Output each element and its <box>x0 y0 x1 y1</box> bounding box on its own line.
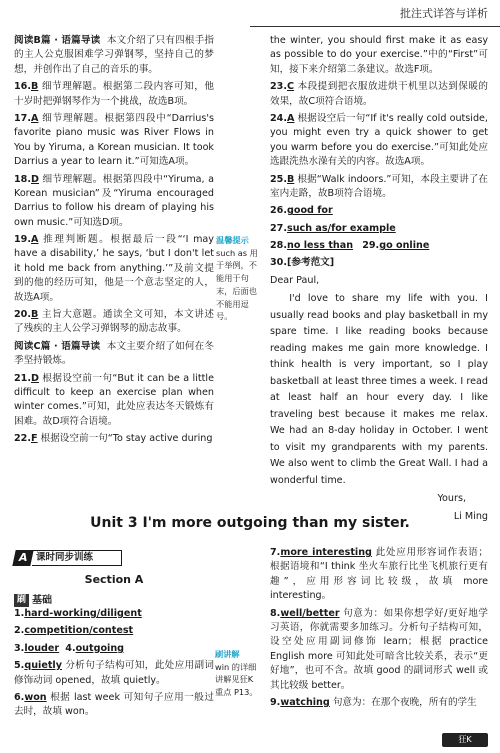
badge-letter: A <box>12 550 33 566</box>
basics-label <box>14 593 52 608</box>
reading-b-intro: 阅读B篇 · 语篇导读 本文介绍了只有四根手指的主人公克服困难学习弹钢琴，坚持自己的梦想，并创作出了自己的音乐的事。 <box>14 35 215 75</box>
explain-text: win 的详细讲解见狂K重点 P13。 <box>215 661 258 698</box>
unit-title: Unit 3 I'm more outgoing than my sister. <box>90 515 410 531</box>
exercise-9: 9.watching 句意为：在那个夜晚，所有的学生 <box>270 696 477 708</box>
essay-closing: Yours, <box>437 493 466 505</box>
exercise-answers-right <box>270 546 488 713</box>
essay-greeting: Dear Paul, <box>270 274 320 286</box>
left-column <box>14 34 214 450</box>
section-title: Section A <box>84 573 144 586</box>
exercise-3-4: 3.louder 4.outgoing <box>14 642 125 654</box>
exercise-answers-left <box>14 607 214 723</box>
brand-logo: 狂K <box>442 733 488 747</box>
answer-27: 27.such as/for example <box>270 222 396 234</box>
badge-text: 课时同步训练 <box>32 550 122 566</box>
answer-16: 16.B 细节理解题。根据第二段内容可知，他十岁时把弹钢琴作为一个挑战，故选B项。 <box>14 81 215 107</box>
basics-box: 刷 <box>14 594 29 608</box>
exercise-2: 2.competition/contest <box>14 625 134 637</box>
answer-22-continued: the winter, you should first make it as easy as possible to do your exercise.”中的“First”可知，接下来介绍第二条建议。故选F项。 <box>270 35 488 75</box>
answer-26: 26.good for <box>270 205 333 217</box>
essay-header: 30.[参考范文] <box>270 257 335 269</box>
answer-21: 21.D 根据设空前一句“But it can be a little difficult to keep an exercise plan when winter comes.”可知，此处应表达冬天锻炼有困难。故D项符合语境。 <box>14 372 214 427</box>
right-column <box>270 34 488 527</box>
essay-signature: Li Ming <box>453 510 488 522</box>
section-badge <box>14 550 122 566</box>
essay-body: I'd love to share my life with you. I usually read books and play basketball in my spare time. I like reading books because reading makes me gain more knowledge. I think health is very important, so I play basketball at least three times a week. I read at least half an hour every day. I like traveling best because it makes me relax. We had an 8-day holiday in October. I went to visit my grandparents with my parents. We also went to climb the Great Wall. I had a wonderful time. <box>270 293 488 486</box>
header-divider <box>250 26 500 27</box>
basics-text: 基础 <box>32 595 53 606</box>
exercise-8: 8.well/better 句意为：如果你想学好/更好地学习英语，你就需要多加练习。分析句子结构可知，设空处应用副词修饰 learn；根据 practice English more 可知此处可暗含比较关系，表示“更好地”，也可不含。故填 good 的副词形式 well 或其比较级 better。 <box>270 607 488 691</box>
explain-tag: 刷讲解 <box>215 649 240 659</box>
exercise-6: 6.won 根据 last week 可知句子应用一般过去时，故填 won。 <box>14 691 214 718</box>
answer-25: 25.B 根据“Walk indoors.”可知，本段主要讲了在室内走路，故B项符合语境。 <box>270 173 488 199</box>
answer-22: 22.F 根据设空前一句“To stay active during <box>14 433 213 445</box>
answer-19: 19.A 推理判断题。根据最后一段“‘I may have a disability,’ he says, ‘but I don't let it hold me back from anything.’”及前文提到的他的经历可知，他是一个意志坚定的人，故选A项。 <box>14 234 214 303</box>
answer-24: 24.A 根据设空后一句“If it's really cold outside, you might even try a quick shower to get you warm before you do exercise.”可知此处应选跟洗热水澡有关的内容。故选A项。 <box>270 112 488 168</box>
exercise-7: 7.more interesting 此处应用形容词作表语；根据语境和“I think 坐火车旅行比坐飞机旅行更有趣”，应用形容词比较级，故填 more interesting。 <box>270 547 488 602</box>
answer-17: 17.A 细节理解题。根据第四段中“Darrius's favorite piano music was River Flows in You by Yiruma, a Korean musician. It took Darrius a year to learn it.”可知选A项。 <box>14 112 214 168</box>
side-note-tip <box>216 234 260 323</box>
answer-23: 23.C 本段提到把衣服放进烘干机里以达到保暖的效果，故C项符合语境。 <box>270 81 488 107</box>
exercise-5: 5.quietly 分析句子结构可知，此处应用副词修饰动词 opened，故填 quietly。 <box>14 660 214 686</box>
side-note-explain <box>215 648 259 699</box>
tip-tag: 温馨提示 <box>216 235 249 245</box>
answer-28-29: 28.no less than 29.go online <box>270 240 430 252</box>
page-header: 批注式详答与详析 <box>400 7 488 20</box>
answer-20: 20.B 主旨大意题。通读全文可知，本文讲述了残疾的主人公学习弹钢琴的励志故事。 <box>14 309 215 335</box>
answer-18: 18.D 细节理解题。根据第四段中“Yiruma, a Korean musician”及“Yiruma encouraged Darrius to follow his dream of playing his own music.”可知选D项。 <box>14 173 214 228</box>
tip-text: such as 用于举例，不能用于句末，后面也不能用逗号。 <box>216 247 258 322</box>
exercise-1: 1.hard-working/diligent <box>14 608 142 619</box>
reading-c-intro: 阅读C篇 · 语篇导读 本文主要介绍了如何在冬季坚持锻炼。 <box>14 340 214 367</box>
